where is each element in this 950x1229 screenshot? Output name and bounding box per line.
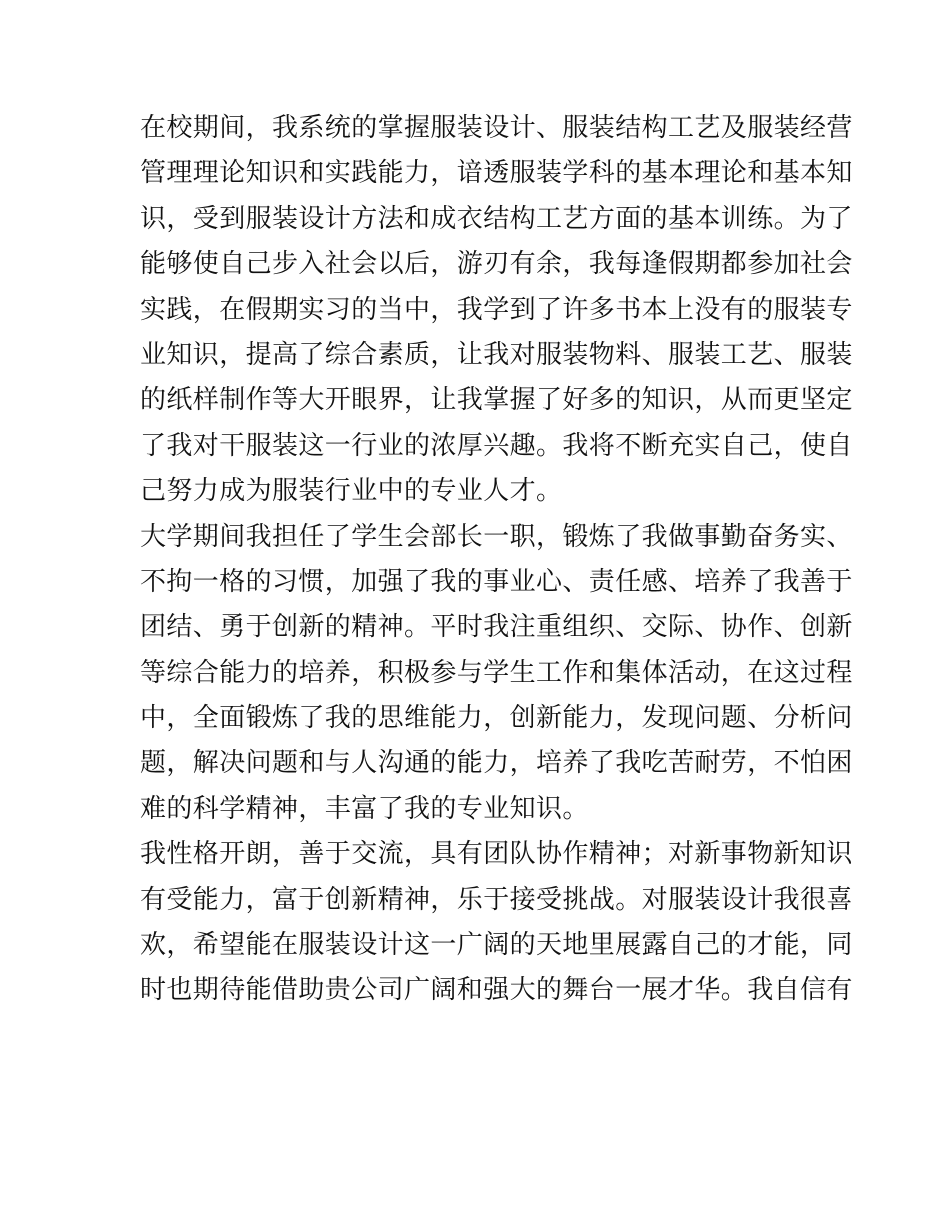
text-line: 了我对干服装这一行业的浓厚兴趣。我将不断充实自己，使自 <box>140 430 853 461</box>
text-line: 的纸样制作等大开眼界，让我掌握了好多的知识，从而更坚定 <box>140 385 853 416</box>
text-line: 时也期待能借助贵公司广阔和强大的舞台一展才华。我自信有 <box>140 975 853 1006</box>
text-line: 管理理论知识和实践能力，谙透服装学科的基本理论和基本知 <box>140 158 853 189</box>
text-line: 识，受到服装设计方法和成衣结构工艺方面的基本训练。为了 <box>140 203 853 234</box>
text-line: 题，解决问题和与人沟通的能力，培养了我吃苦耐劳，不怕困 <box>140 748 853 779</box>
text-line: 不拘一格的习惯，加强了我的事业心、责任感、培养了我善于 <box>140 566 853 597</box>
text-line: 大学期间我担任了学生会部长一职，锻炼了我做事勤奋务实、 <box>140 521 853 552</box>
text-line: 能够使自己步入社会以后，游刃有余，我每逢假期都参加社会 <box>140 249 853 280</box>
text-line: 我性格开朗，善于交流，具有团队协作精神；对新事物新知识 <box>140 839 853 870</box>
text-line: 有受能力，富于创新精神，乐于接受挑战。对服装设计我很喜 <box>140 884 853 915</box>
document-body <box>140 106 853 1014</box>
text-line: 中，全面锻炼了我的思维能力，创新能力，发现问题、分析问 <box>140 703 853 734</box>
text-line: 实践，在假期实习的当中，我学到了许多书本上没有的服装专 <box>140 294 853 325</box>
text-line: 己努力成为服装行业中的专业人才。 <box>140 476 563 507</box>
text-line: 难的科学精神，丰富了我的专业知识。 <box>140 793 589 824</box>
text-line: 在校期间，我系统的掌握服装设计、服装结构工艺及服装经营 <box>140 113 853 143</box>
text-line: 等综合能力的培养，积极参与学生工作和集体活动，在这过程 <box>140 657 853 688</box>
text-line: 团结、勇于创新的精神。平时我注重组织、交际、协作、创新 <box>140 612 853 643</box>
text-line: 业知识，提高了综合素质，让我对服装物料、服装工艺、服装 <box>140 339 853 370</box>
text-line: 欢，希望能在服装设计这一广阔的天地里展露自己的才能，同 <box>140 930 853 961</box>
